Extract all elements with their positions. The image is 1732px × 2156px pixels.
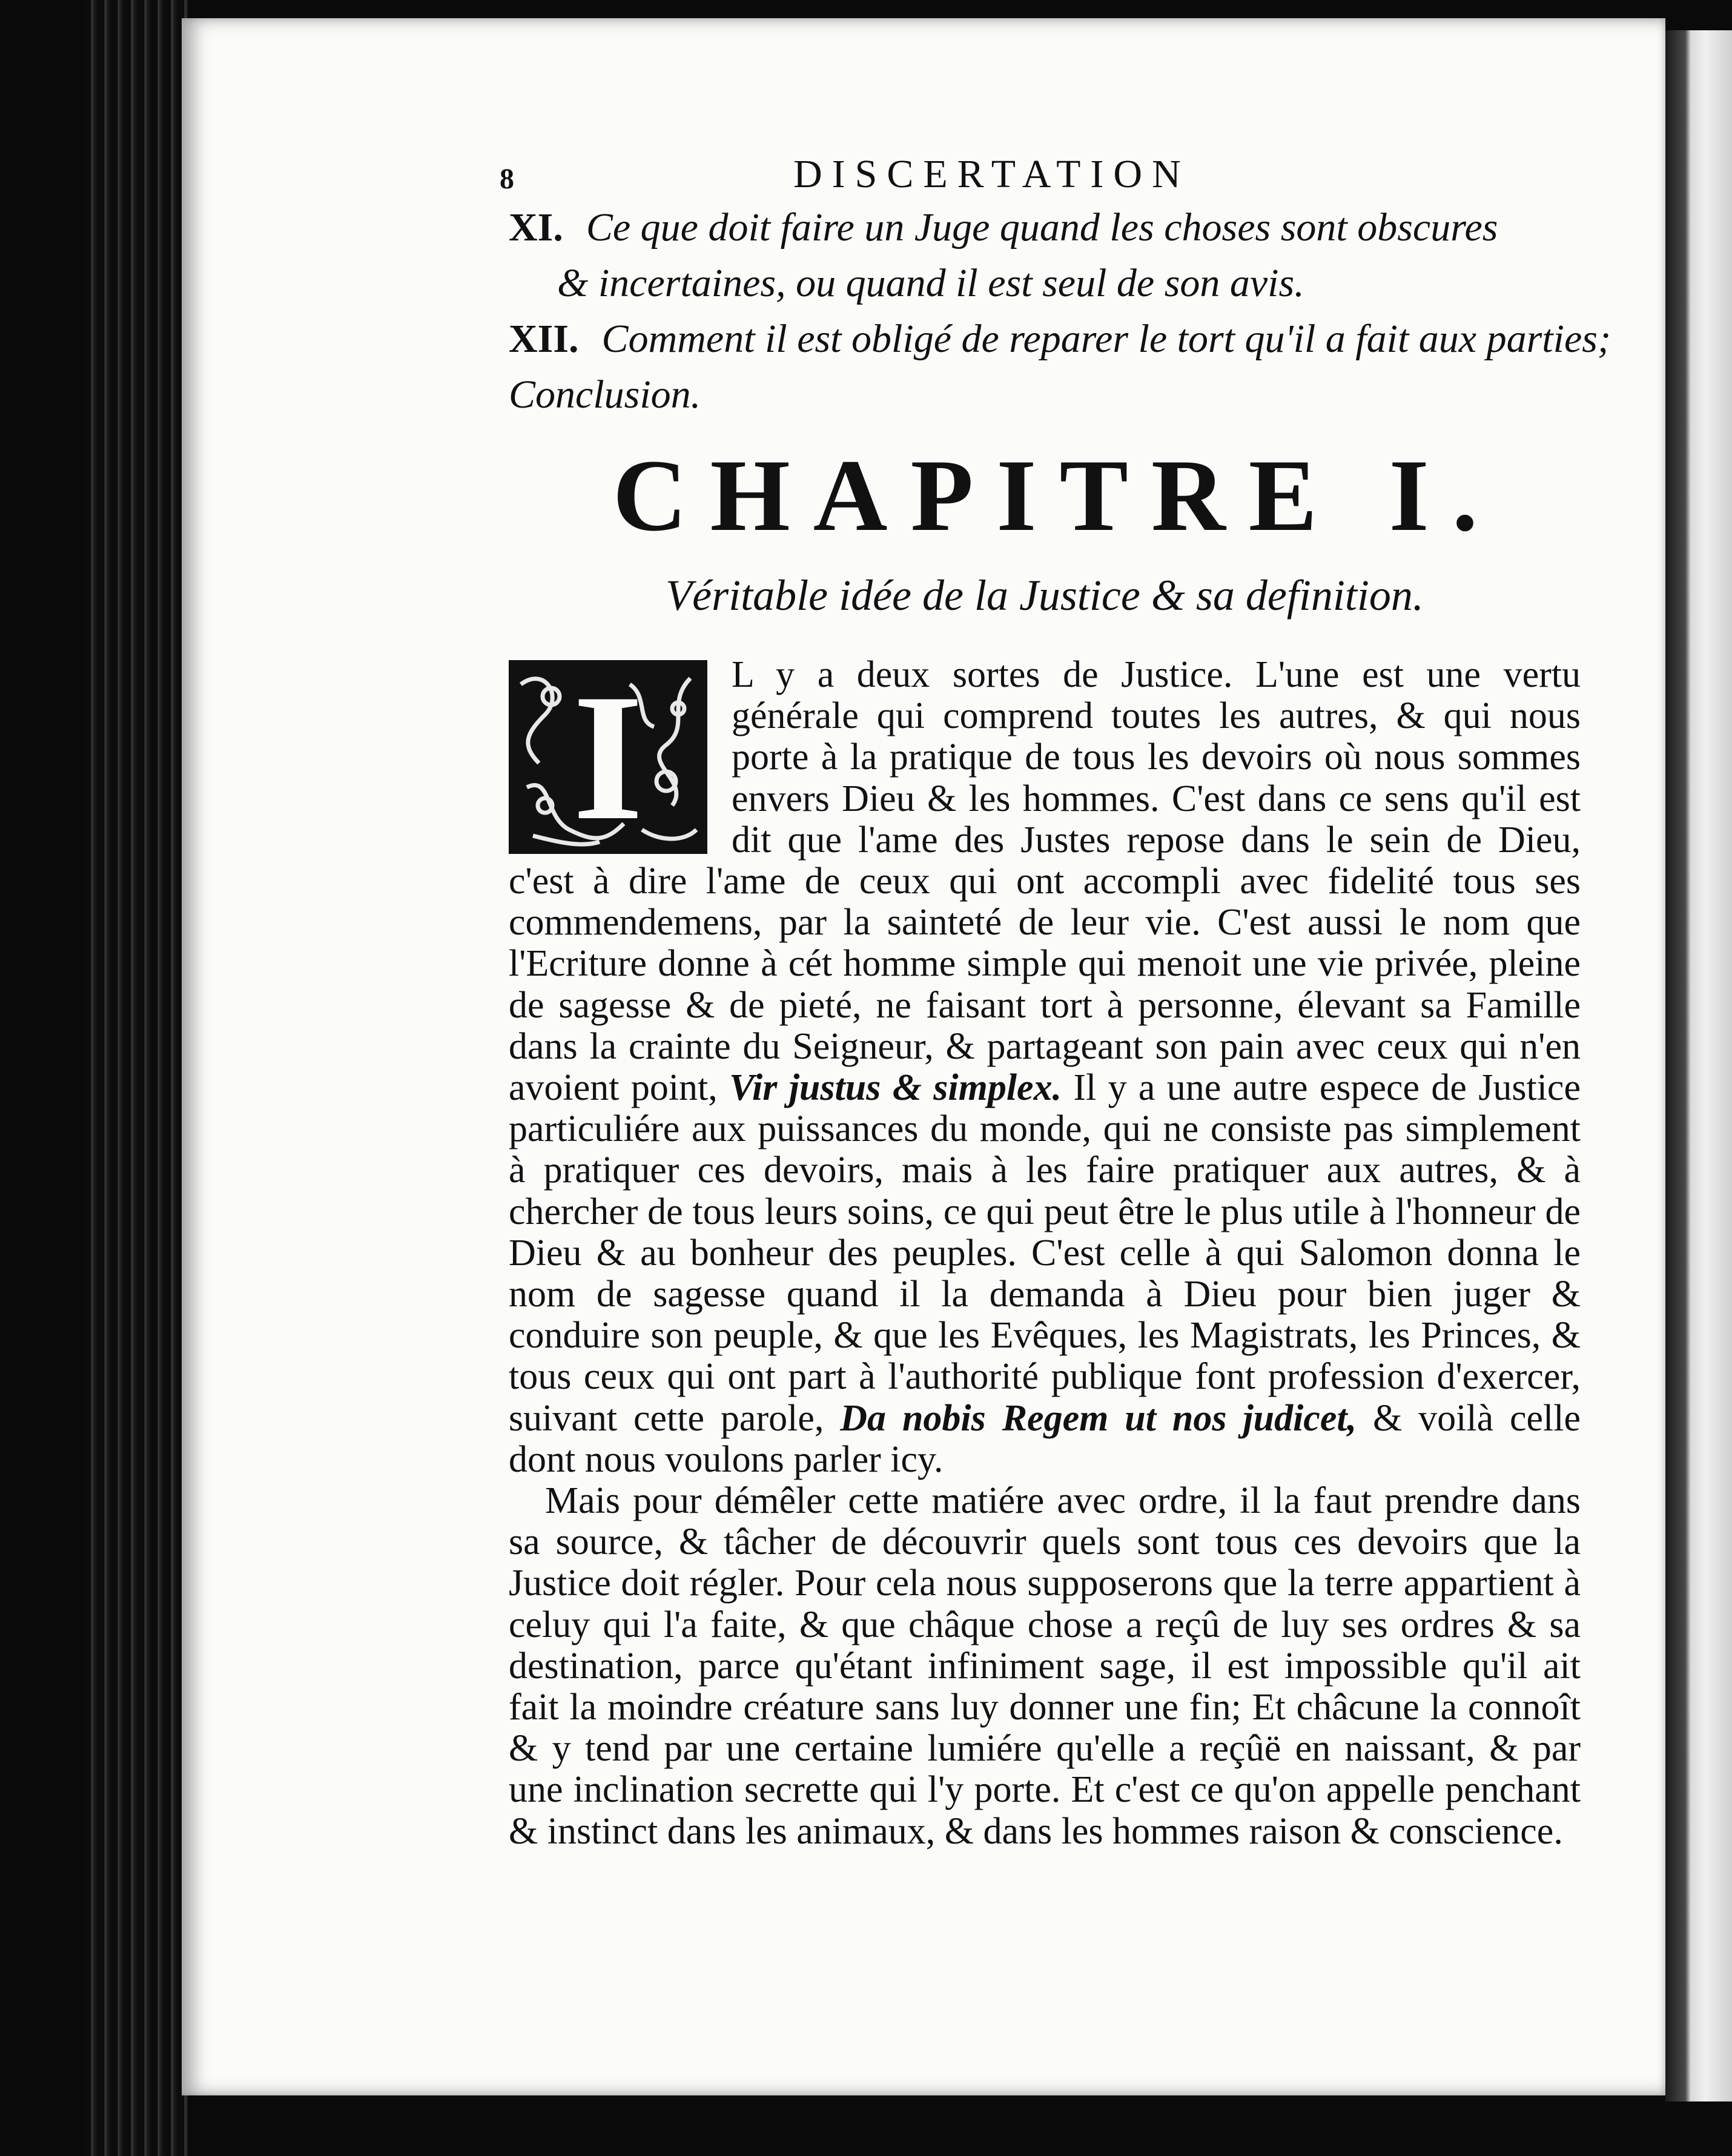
latin-quote: Vir justus & simplex. (729, 1067, 1062, 1109)
contents-item-number: XI. (509, 205, 563, 250)
contents-item-text: Conclusion. (509, 372, 701, 417)
chapter-title: CHAPITRE I. (612, 438, 1501, 552)
page-number: 8 (500, 163, 514, 195)
latin-quote: Da nobis Regem ut nos judicet, (840, 1397, 1357, 1439)
paragraph-1-text: L y a deux sortes de Justice. L'une est une vertu générale qui comprend toutes les autres, & qui nous porte à la pratique de tous les devoirs où nous sommes envers Dieu & les hommes. C'est dans ce sens qu'il est dit que l'ame des Justes repose dans le sein de Dieu, c'est à dire l'ame de ceux qui ont accompli avec fidelité tous ses commendemens, par la sainteté de leur vie. C'est aussi le nom que l'Ecriture donne à cét homme simple qui menoit une vie privée, pleine de sagesse & de pieté, ne faisant tort à personne, élevant sa Famille dans la crainte du Seigneur, & partageant son pain avec ceux qui n'en avoient point, (509, 654, 1581, 1109)
facing-page-edge (1665, 30, 1732, 2101)
contents-item-text: Ce que doit faire un Juge quand les choses sont obscures (586, 205, 1498, 250)
ornamental-initial (509, 660, 707, 854)
paragraph-1-text-end: & voilà celle dont nous voulons parler icy. (509, 1397, 1581, 1480)
drop-cap-letter: I (572, 660, 644, 854)
book-binding-edge (85, 0, 188, 2156)
contents-list (509, 200, 1611, 423)
paragraph-1-text-continued: Il y a une autre espece de Justice particuliére aux puissances du monde, qui ne consiste pas simplement à pratiquer ces devoirs, mais à les faire pratiquer aux autres, & à chercher de tous leurs soins, ce qui peut être le plus utile à l'honneur de Dieu & au bonheur des peuples. C'est celle à qui Salomon donna le nom de sagesse quand il la demanda à Dieu pour bien juger & conduire son peuple, & que les Evêques, les Magistrats, les Princes, & tous ceux qui ont part à l'authorité publique font profession d'exercer, suivant cette parole, (509, 1067, 1581, 1439)
contents-item-number: XII. (509, 317, 579, 361)
chapter-subtitle: Véritable idée de la Justice & sa definition. (666, 571, 1424, 620)
running-head (500, 151, 1581, 200)
contents-item-11 (509, 200, 1581, 256)
contents-item-text: Comment il est obligé de reparer le tort qu'il a fait aux parties; (601, 317, 1611, 361)
paragraph-2: Mais pour démêler cette matiére avec ordre, il la faut prendre dans sa source, & tâcher de découvrir quels sont tous ces devoirs que la Justice doit régler. Pour cela nous supposerons que la terre appartient à celuy qui l'a faite, & que châque chose a reçû de luy ses ordres & sa destination, parce qu'étant infiniment sage, il est impossible qu'il ait fait la moindre créature sans luy donner une fin; Et châcune la connoît & y tend par une certaine lumiére qu'elle a reçûë en naissant, & par une inclination secrette qui l'y porte. Et c'est ce qu'on appelle penchant & instinct dans les animaux, & dans les hommes raison & conscience. (509, 1480, 1581, 1852)
contents-item-12-continued (509, 367, 1581, 423)
page-content (500, 151, 1611, 1852)
contents-item-11-continued (509, 256, 1581, 311)
contents-item-12 (509, 311, 1611, 367)
body-text (509, 654, 1581, 1852)
contents-item-text: & incertaines, ou quand il est seul de son avis. (557, 261, 1304, 305)
running-title: DISCERTATION (793, 152, 1191, 196)
